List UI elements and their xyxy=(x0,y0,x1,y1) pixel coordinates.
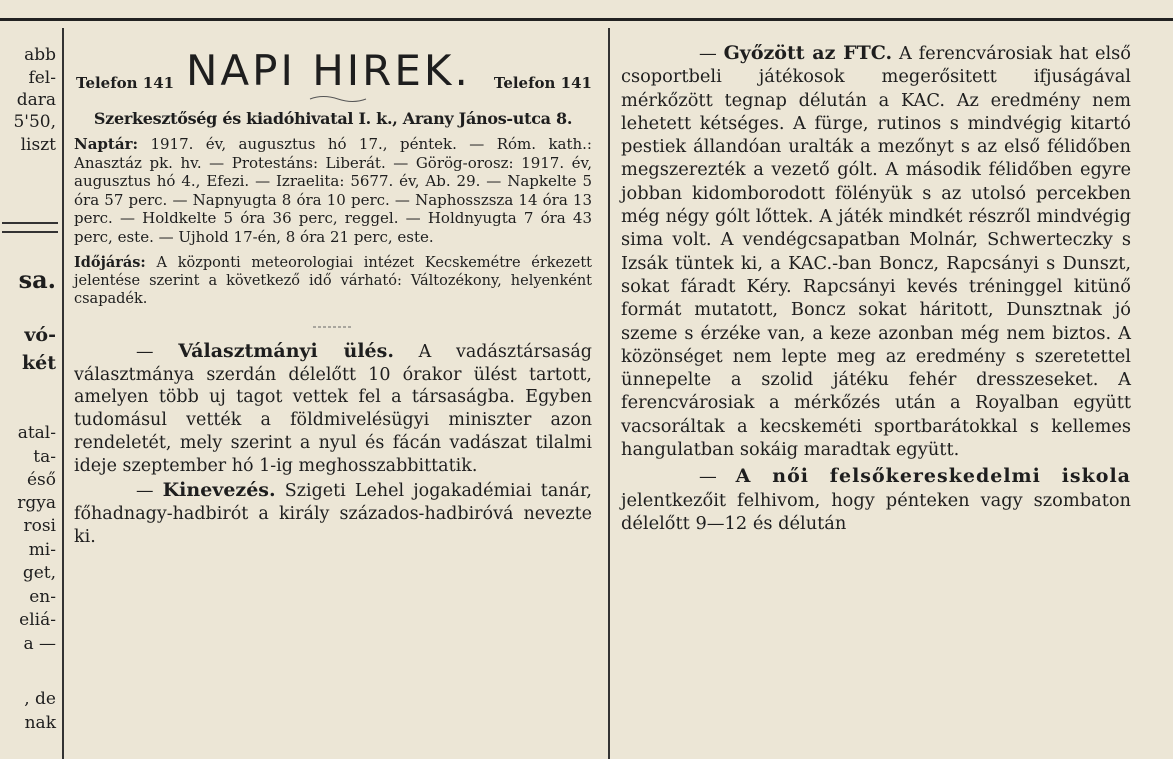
article-headline: Választmányi ülés. xyxy=(178,340,394,362)
left-fragment: 5'50, xyxy=(13,112,56,132)
article-headline: Győzött az FTC. xyxy=(723,42,893,64)
article-list-mid xyxy=(74,340,592,548)
article-dash: — xyxy=(699,466,717,488)
left-fragment: dara xyxy=(16,90,56,110)
left-fragment: ta- xyxy=(33,447,56,467)
article xyxy=(74,340,592,477)
left-fragment-heading: sa. xyxy=(18,265,56,294)
article-dash: — xyxy=(136,342,154,362)
office-address: Szerkesztőség és kiadóhivatal I. k., Arany János-utca 8. xyxy=(93,109,573,128)
phone-right: Telefon 141 xyxy=(493,74,592,92)
middle-column xyxy=(74,44,592,548)
left-fragment: en- xyxy=(29,587,56,607)
left-fragment: eliá- xyxy=(19,610,56,630)
article-dash: — xyxy=(136,481,154,502)
left-fragment: rgya xyxy=(17,493,56,513)
weather-text: A központi meteorologiai intézet Kecskemétre érkezett jelentése szerint a következő idő várható: Változékony, helyenként csapadék. xyxy=(74,255,593,307)
section-title: NAPI HIREK. xyxy=(186,46,471,95)
left-fragment: két xyxy=(21,352,56,374)
left-fragment: , de xyxy=(24,689,56,709)
left-fragment: rosi xyxy=(23,516,56,536)
phone-left: Telefon 141 xyxy=(76,74,175,92)
weather-block xyxy=(74,254,592,308)
article-body: jelentkezőit felhivom, hogy pénteken vagy szombaton délelőtt 9—12 és délután xyxy=(621,489,1131,534)
calendar-text: 1917. év, augusztus hó 17., péntek. — Róm. kath.: Anasztáz pk. hv. — Protestáns: Liberát. — Görög-orosz: 1917. év, augusztus hó 4., Efezi. — Izraelita: 5677. év, Ab. 29. — Napkelte 5 óra 57 perc. — Napnyugta 8 óra 10 perc. — Naphosszsza 14 óra 13 perc. — Holdkelte 5 óra 36 perc, reggel. — Holdnyugta 7 óra 43 perc, este. — Ujhold 17-én, 8 óra 21 perc, este. xyxy=(74,135,592,246)
divider-ornament-icon xyxy=(74,320,592,334)
left-fragment: get, xyxy=(22,563,56,583)
top-rule xyxy=(0,18,1173,21)
article-headline: A női felsőkereskedelmi iskola xyxy=(735,465,1131,488)
left-fragment: atal- xyxy=(17,423,56,443)
column-rule-left xyxy=(62,28,64,759)
left-fragment: abb xyxy=(24,45,56,65)
article xyxy=(621,465,1131,535)
column-rule-right xyxy=(608,28,610,759)
left-fragment: a — xyxy=(23,634,56,654)
left-fragment: mi- xyxy=(28,540,56,560)
calendar-label: Naptár: xyxy=(74,135,139,153)
article-body: Szigeti Lehel jogakadémiai tanár, főhadnagy-hadbirót a király százados-hadbiróvá nevezte ki. xyxy=(74,481,592,547)
article-body: A vadásztársaság választmánya szerdán délelőtt 10 órakor ülést tartott, amelyen több uj tagot vettek fel a társaságba. Egyben tudomásul vették a földmivelésügyi miniszter azon rendeletét, mely szerint a nyul és fácán vadászat tilalmi ideje szeptember hó 1-ig meghosszabbittatik. xyxy=(74,342,592,476)
left-fragment: nak xyxy=(24,713,56,733)
double-rule xyxy=(2,222,58,233)
left-fragment: liszt xyxy=(20,135,56,155)
right-column xyxy=(621,42,1131,535)
left-fragment: éső xyxy=(26,470,56,490)
article-body: A ferencvárosiak hat első csoportbeli játékosok megerősitett ifjuságával mérkőzött tegnap délután a KAC. Az eredmény nem lehetett kétséges. A fürge, rutinos s mindvégig kitartó pestiek állandóan uralták a mezőnyt s az első félidőben megszerezték a vezető gólt. A második félidőben egyre jobban kidomborodott fölényük s az utolsó percekben még négy gólt lőttek. A játék mindkét részről mindvégig sima volt. A vendégcsapatban Molnár, Schwerteczky s Izsák tüntek ki, a KAC.-ban Boncz, Rapcsányi s Dunszt, sokat fáradt Kéry. Rapcsányi kevés tréninggel kitünő formát mutatott, Boncz sokat háritott, Dunsztnak jó szeme s érzéke van, a keze azonban még nem biztos. A közönséget nem lepte meg az eredmény s szeretettel ünnepelte a szolid játéku fehér dresszeseket. A ferencvárosiak a mérkőzés után a Royalban együtt vacsoráltak a kecskeméti sportbarátokkal s kellemes hangulatban sokáig maradtak együtt. xyxy=(621,43,1131,461)
article-headline: Kinevezés. xyxy=(162,479,276,502)
article xyxy=(621,42,1131,461)
masthead xyxy=(74,44,592,94)
article xyxy=(74,479,592,548)
article-dash: — xyxy=(699,43,717,64)
calendar-block xyxy=(74,135,592,246)
left-fragment: fel- xyxy=(28,68,56,88)
weather-label: Időjárás: xyxy=(74,254,146,271)
left-fragment: vó- xyxy=(24,324,56,346)
